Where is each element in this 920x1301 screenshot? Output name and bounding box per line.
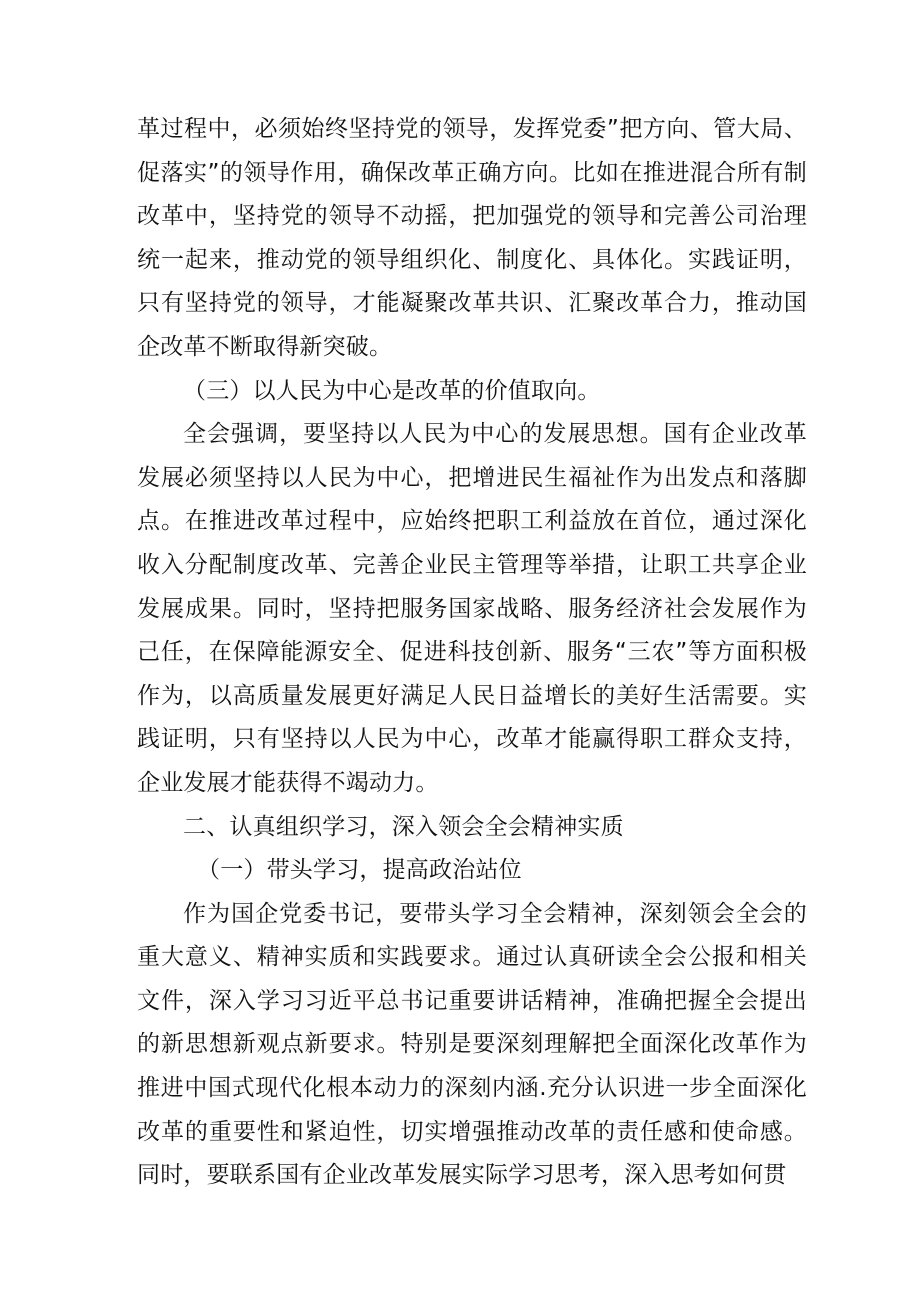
section-heading-3: （三）以人民为中心是改革的价值取向。: [183, 377, 601, 404]
document-body: [137, 108, 807, 1198]
subsection-heading-1: （一）带头学习，提高政治站位: [197, 857, 522, 884]
section-heading-2: 二、认真组织学习，深入领会全会精神实质: [183, 813, 624, 840]
paragraph-lead-study: 作为国企党委书记，要带头学习全会精神，深刻领会全会的重大意义、精神实质和实践要求。通过认真研读全会公报和相关文件，深入学习习近平总书记重要讲话精神，准确把握全会提出的新思想新观点新要求。特别是要深刻理解把全面深化改革作为推进中国式现代化根本动力的深刻内涵.充分认识进一步全面深化改革的重要性和紧迫性，切实增强推动改革的责任感和使命感。同时，要联系国有企业改革发展实际学习思考，深入思考如何贯: [137, 900, 807, 1189]
paragraph-continuation: 革过程中，必须始终坚持党的领导，发挥党委”把方向、管大局、促落实”的领导作用，确保改革正确方向。比如在推进混合所有制改革中，坚持党的领导不动摇，把加强党的领导和完善公司治理统一起来，推动党的领导组织化、制度化、具体化。实践证明，只有坚持党的领导，才能凝聚改革共识、汇聚改革合力，推动国企改革不断取得新突破。: [137, 116, 807, 360]
paragraph-people-centered: 全会强调，要坚持以人民为中心的发展思想。国有企业改革发展必须坚持以人民为中心，把增进民生福祉作为出发点和落脚点。在推进改革过程中，应始终把职工利益放在首位，通过深化收入分配制度改革、完善企业民主管理等举措，让职工共享企业发展成果。同时，坚持把服务国家战略、服务经济社会发展作为己任，在保障能源安全、促进科技创新、服务“三农”等方面积极作为，以高质量发展更好满足人民日益增长的美好生活需要。实践证明，只有坚持以人民为中心，改革才能赢得职工群众支持，企业发展才能获得不竭动力。: [137, 421, 807, 796]
